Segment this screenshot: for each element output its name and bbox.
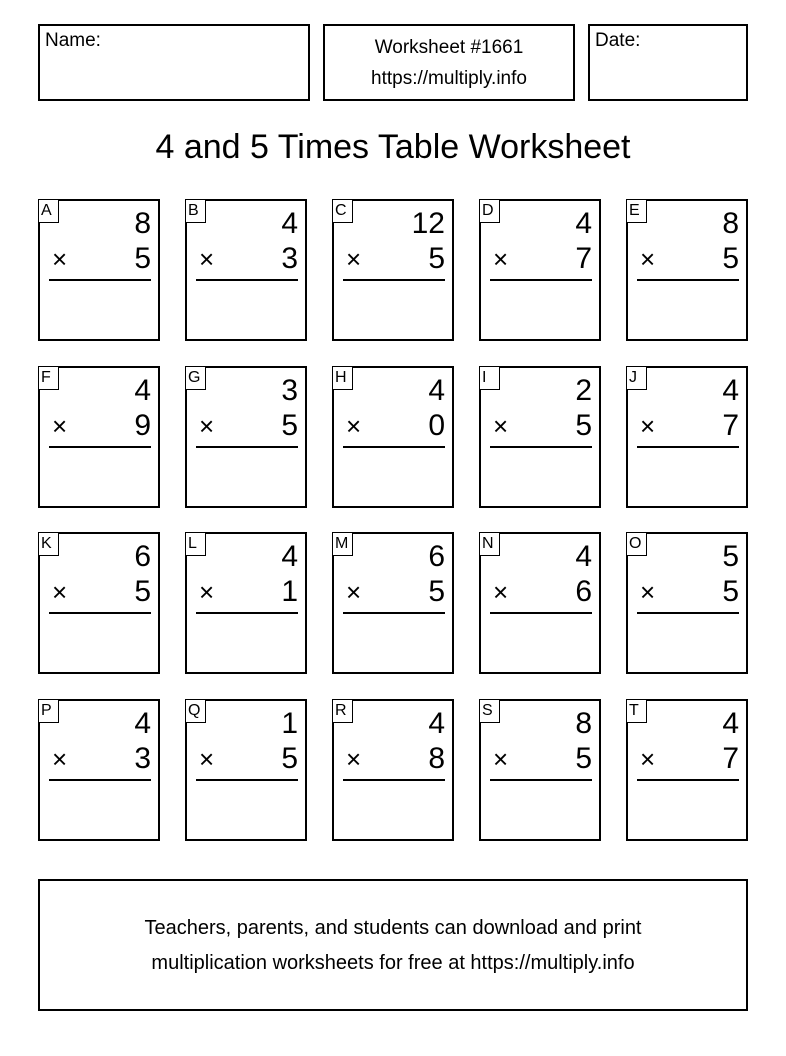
problem-card[interactable] xyxy=(626,199,748,341)
problem-card[interactable] xyxy=(185,366,307,508)
answer-line xyxy=(196,612,298,614)
problem-bottom-number: 3 xyxy=(134,742,151,775)
answer-line xyxy=(637,446,739,448)
problem-bottom-number: 5 xyxy=(281,742,298,775)
problem-bottom-number: 5 xyxy=(134,242,151,275)
problem-bottom-number: 1 xyxy=(281,575,298,608)
times-sign: × xyxy=(346,411,362,441)
problem-card[interactable] xyxy=(38,532,160,674)
answer-line xyxy=(49,779,151,781)
problem-top-number: 4 xyxy=(428,374,445,407)
problem-bottom-number: 9 xyxy=(134,409,151,442)
problem-letter: Q xyxy=(185,699,206,723)
answer-line xyxy=(196,779,298,781)
times-sign: × xyxy=(346,577,362,607)
answer-line xyxy=(49,612,151,614)
problem-card[interactable] xyxy=(332,366,454,508)
answer-line xyxy=(490,779,592,781)
problem-top-number: 1 xyxy=(281,707,298,740)
problem-bottom-number: 0 xyxy=(428,409,445,442)
problem-letter: O xyxy=(626,532,647,556)
footer-note xyxy=(38,879,748,1011)
times-sign: × xyxy=(199,411,215,441)
answer-line xyxy=(49,279,151,281)
answer-line xyxy=(490,612,592,614)
problem-card[interactable] xyxy=(479,532,601,674)
problem-top-number: 4 xyxy=(134,374,151,407)
name-label: Name: xyxy=(45,30,101,51)
problem-bottom-number: 7 xyxy=(722,742,739,775)
answer-line xyxy=(49,446,151,448)
answer-line xyxy=(637,779,739,781)
times-sign: × xyxy=(640,244,656,274)
answer-line xyxy=(637,279,739,281)
problem-card[interactable] xyxy=(38,199,160,341)
problem-top-number: 4 xyxy=(722,707,739,740)
answer-line xyxy=(490,446,592,448)
problem-letter: J xyxy=(626,366,647,390)
problem-top-number: 4 xyxy=(575,207,592,240)
problem-bottom-number: 7 xyxy=(575,242,592,275)
times-sign: × xyxy=(199,577,215,607)
footer-line-1: Teachers, parents, and students can download and print xyxy=(144,917,642,939)
problem-top-number: 12 xyxy=(411,207,445,240)
problem-top-number: 8 xyxy=(722,207,739,240)
problem-top-number: 4 xyxy=(281,540,298,573)
problem-bottom-number: 8 xyxy=(428,742,445,775)
problem-bottom-number: 5 xyxy=(575,742,592,775)
problem-card[interactable] xyxy=(479,199,601,341)
problem-letter: T xyxy=(626,699,647,723)
date-label: Date: xyxy=(595,30,641,51)
problem-letter: C xyxy=(332,199,353,223)
problem-top-number: 4 xyxy=(722,374,739,407)
answer-line xyxy=(196,279,298,281)
problem-letter: B xyxy=(185,199,206,223)
footer-line-2: multiplication worksheets for free at https://multiply.info xyxy=(151,952,635,974)
problem-top-number: 6 xyxy=(134,540,151,573)
times-sign: × xyxy=(52,577,68,607)
name-field[interactable] xyxy=(38,24,310,101)
problem-letter: D xyxy=(479,199,500,223)
problem-bottom-number: 5 xyxy=(428,575,445,608)
problem-letter: A xyxy=(38,199,59,223)
problem-top-number: 5 xyxy=(722,540,739,573)
problem-bottom-number: 6 xyxy=(575,575,592,608)
worksheet-info-box xyxy=(323,24,575,101)
page-title: 4 and 5 Times Table Worksheet xyxy=(155,128,631,166)
problem-letter: S xyxy=(479,699,500,723)
times-sign: × xyxy=(346,744,362,774)
problem-card[interactable] xyxy=(38,366,160,508)
problem-letter: L xyxy=(185,532,206,556)
problem-card[interactable] xyxy=(332,199,454,341)
problem-letter: I xyxy=(479,366,500,390)
problem-top-number: 6 xyxy=(428,540,445,573)
times-sign: × xyxy=(52,244,68,274)
problem-bottom-number: 5 xyxy=(428,242,445,275)
problem-letter: H xyxy=(332,366,353,390)
times-sign: × xyxy=(199,744,215,774)
problem-top-number: 4 xyxy=(281,207,298,240)
problem-card[interactable] xyxy=(185,532,307,674)
problem-card[interactable] xyxy=(479,366,601,508)
times-sign: × xyxy=(493,577,509,607)
times-sign: × xyxy=(52,411,68,441)
problem-card[interactable] xyxy=(626,699,748,841)
answer-line xyxy=(196,446,298,448)
problem-card[interactable] xyxy=(332,532,454,674)
problem-top-number: 4 xyxy=(134,707,151,740)
problem-bottom-number: 3 xyxy=(281,242,298,275)
problem-top-number: 8 xyxy=(575,707,592,740)
times-sign: × xyxy=(640,411,656,441)
problem-bottom-number: 5 xyxy=(722,242,739,275)
problem-bottom-number: 5 xyxy=(575,409,592,442)
problem-card[interactable] xyxy=(626,366,748,508)
problem-top-number: 3 xyxy=(281,374,298,407)
times-sign: × xyxy=(346,244,362,274)
problem-letter: N xyxy=(479,532,500,556)
times-sign: × xyxy=(493,411,509,441)
times-sign: × xyxy=(493,744,509,774)
problem-letter: F xyxy=(38,366,59,390)
answer-line xyxy=(490,279,592,281)
problem-bottom-number: 5 xyxy=(134,575,151,608)
problem-top-number: 4 xyxy=(428,707,445,740)
problem-letter: G xyxy=(185,366,206,390)
problem-letter: R xyxy=(332,699,353,723)
answer-line xyxy=(343,279,445,281)
problem-card[interactable] xyxy=(38,699,160,841)
problem-bottom-number: 7 xyxy=(722,409,739,442)
problem-card[interactable] xyxy=(185,199,307,341)
problem-card[interactable] xyxy=(185,699,307,841)
problem-top-number: 8 xyxy=(134,207,151,240)
times-sign: × xyxy=(199,244,215,274)
problem-top-number: 2 xyxy=(575,374,592,407)
problem-bottom-number: 5 xyxy=(281,409,298,442)
problem-card[interactable] xyxy=(332,699,454,841)
problem-bottom-number: 5 xyxy=(722,575,739,608)
problem-letter: M xyxy=(332,532,353,556)
answer-line xyxy=(343,446,445,448)
answer-line xyxy=(343,612,445,614)
problem-top-number: 4 xyxy=(575,540,592,573)
problem-letter: K xyxy=(38,532,59,556)
times-sign: × xyxy=(640,577,656,607)
worksheet-url[interactable]: https://multiply.info xyxy=(371,68,527,89)
date-field[interactable] xyxy=(588,24,748,101)
answer-line xyxy=(343,779,445,781)
times-sign: × xyxy=(493,244,509,274)
answer-line xyxy=(637,612,739,614)
times-sign: × xyxy=(52,744,68,774)
problem-card[interactable] xyxy=(479,699,601,841)
worksheet-number: Worksheet #1661 xyxy=(374,37,524,58)
problem-card[interactable] xyxy=(626,532,748,674)
problem-letter: E xyxy=(626,199,647,223)
problem-letter: P xyxy=(38,699,59,723)
times-sign: × xyxy=(640,744,656,774)
